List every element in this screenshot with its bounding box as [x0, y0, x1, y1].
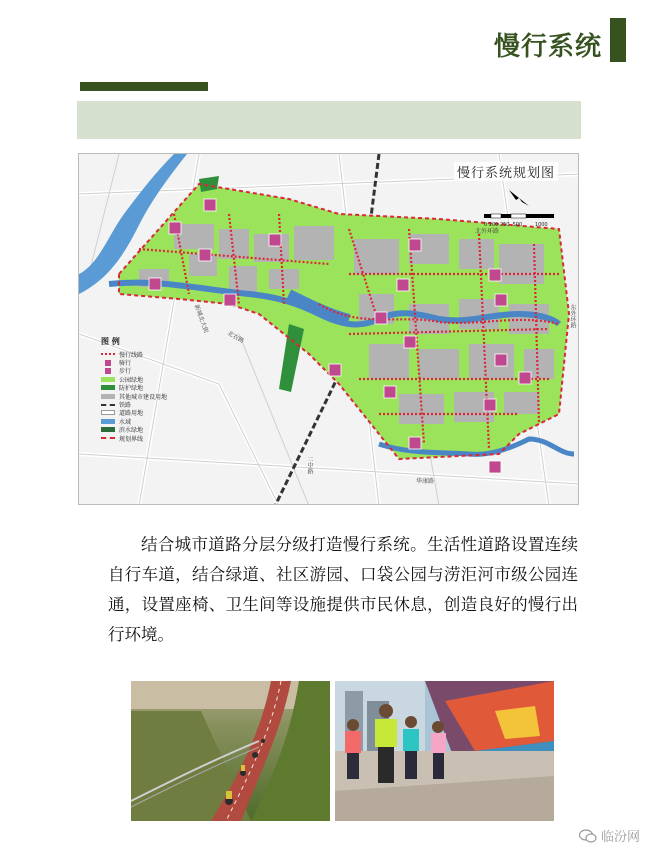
watermark	[579, 826, 640, 845]
legend-item: 慢行线路	[101, 350, 209, 358]
legend-item: 步行	[101, 367, 209, 375]
legend-swatch	[101, 410, 115, 415]
plan-map	[78, 153, 579, 505]
legend-item: 道路用地	[101, 409, 209, 417]
map-graphic	[79, 154, 579, 505]
road-label: 华康路	[416, 478, 435, 485]
scale-label: 0 100 250 500 1000	[484, 222, 548, 228]
legend-swatch	[101, 419, 115, 424]
legend-item: 水域	[101, 417, 209, 425]
road-label: 二中路	[306, 456, 313, 474]
legend-swatch	[101, 404, 115, 406]
legend-swatch	[105, 368, 111, 374]
legend-swatch	[101, 394, 115, 399]
watermark-text: 临汾网	[600, 830, 640, 845]
legend-item: 铁路	[101, 400, 209, 408]
legend-swatch	[101, 437, 115, 439]
legend-item: 防护绿地	[101, 384, 209, 392]
legend-swatch	[105, 360, 111, 366]
joggers-photo	[335, 681, 554, 821]
legend-item: 公园绿地	[101, 375, 209, 383]
map-legend	[101, 336, 209, 442]
road-label: 东外环路	[569, 304, 576, 328]
description-paragraph: 结合城市道路分层分级打造慢行系统。生活性道路设置连续自行车道，结合绿道、社区游园、口袋公园与涝洰河市级公园连通，设置座椅、卫生间等设施提供市民休息，创造良好的慢行出行环境。	[108, 535, 578, 644]
cycling-path-photo	[131, 681, 330, 821]
title-accent-bar	[610, 18, 626, 62]
section-banner	[77, 101, 581, 139]
map-title: 慢行系统规划图	[454, 162, 558, 181]
legend-item: 规划界线	[101, 434, 209, 442]
legend-title: 图 例	[101, 337, 120, 346]
legend-swatch	[101, 377, 115, 382]
road-label: 北外环路	[475, 228, 500, 235]
legend-swatch	[101, 385, 115, 390]
legend-swatch	[101, 353, 115, 355]
road-label: 北农路	[225, 329, 246, 345]
wechat-icon	[579, 829, 597, 843]
legend-item: 其他城市建设用地	[101, 392, 209, 400]
legend-item: 滨水绿地	[101, 426, 209, 434]
legend-swatch	[101, 427, 115, 432]
road-label: 新城北大街	[192, 303, 210, 335]
accent-line	[80, 82, 208, 91]
page-title: 慢行系统	[493, 32, 602, 62]
legend-item: 骑行	[101, 358, 209, 366]
